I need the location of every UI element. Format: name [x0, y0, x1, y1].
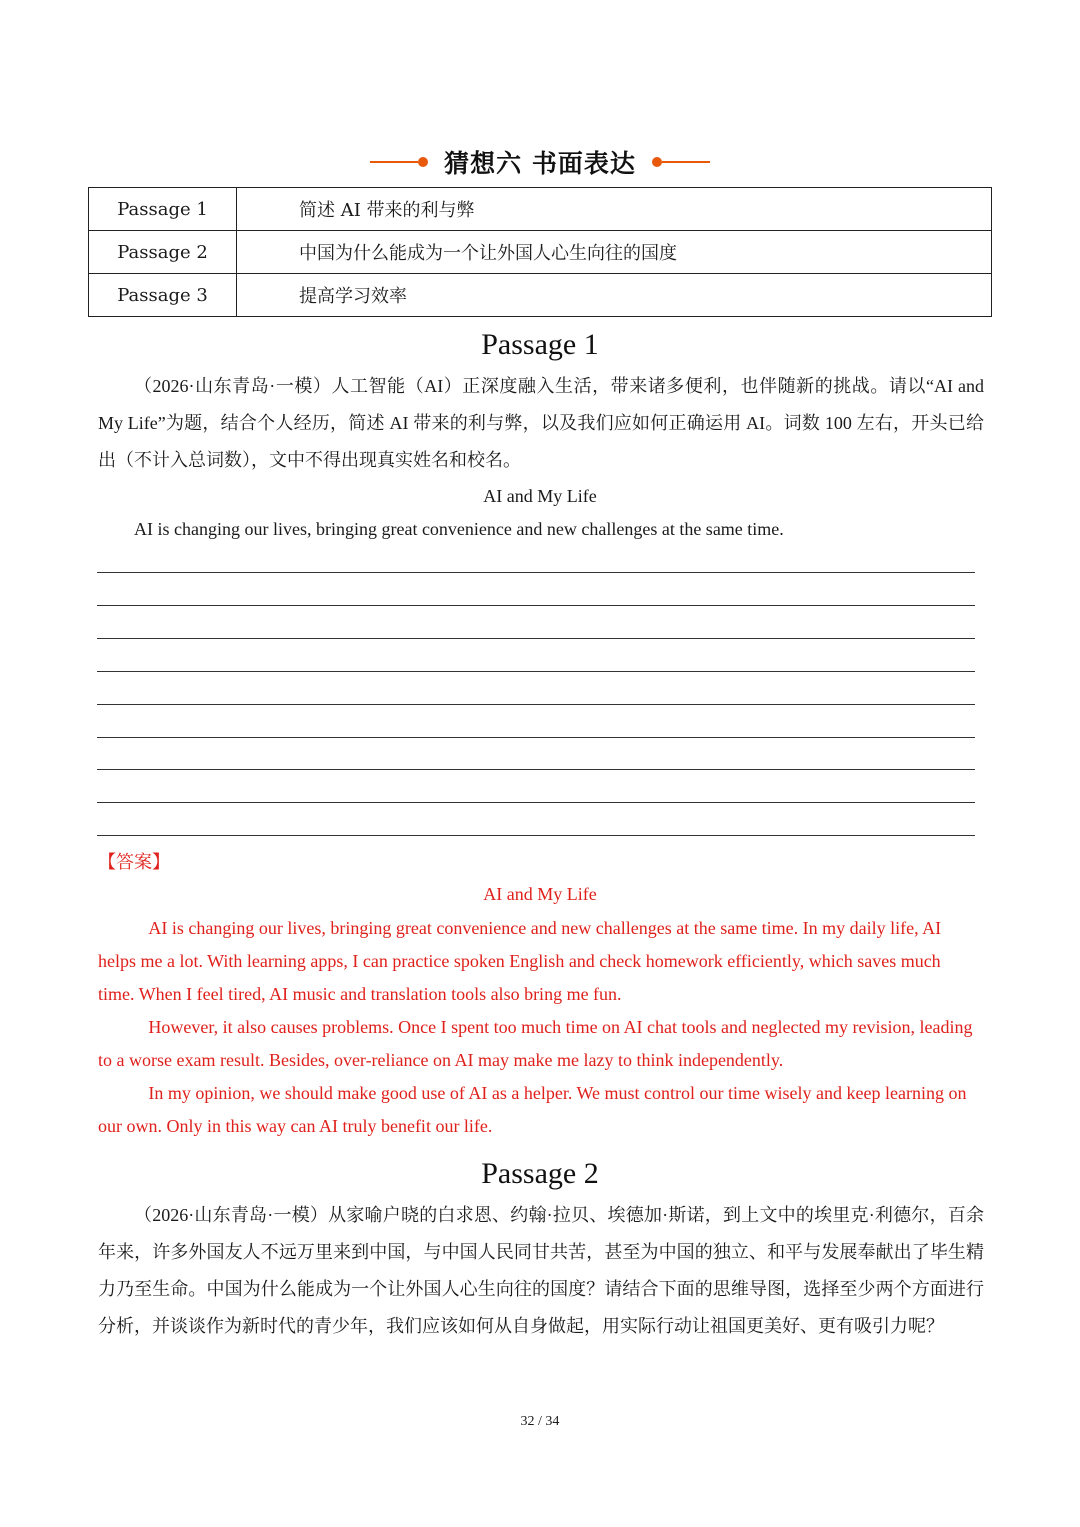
section-header	[0, 140, 1080, 184]
writing-line	[97, 835, 975, 836]
decoration-dot	[652, 157, 662, 167]
writing-line	[97, 671, 975, 672]
writing-line	[97, 704, 975, 705]
passage-topic: 中国为什么能成为一个让外国人心生向往的国度	[237, 231, 992, 274]
page-number: 32 / 34	[520, 1414, 560, 1429]
writing-line	[97, 638, 975, 639]
passage-topic: 提高学习效率	[237, 274, 992, 317]
passage1-prompt: （2026·山东青岛·一模）人工智能（AI）正深度融入生活，带来诸多便利，也伴随新的挑战。请以“AI and My Life”为题，结合个人经历，简述 AI 带来的利与弊，以及我们应如何正确运用 AI。词数 100 左右，开头已给出（不计入总词数），文中不得出现真实姓名和校名。	[98, 376, 984, 470]
topics-table	[88, 187, 992, 317]
writing-line	[97, 737, 975, 738]
writing-line	[97, 605, 975, 606]
essay-title: AI and My Life	[483, 486, 597, 506]
passage-label: Passage 2	[89, 231, 237, 274]
answer-title: AI and My Life	[483, 884, 597, 904]
header-left-decoration	[370, 157, 428, 167]
decoration-line	[662, 161, 710, 163]
table-row	[89, 188, 992, 231]
answer-paragraph: In my opinion, we should make good use of AI as a helper. We must control our time wisely and keep learning on our own. Only in this way can AI truly benefit our life.	[98, 1083, 967, 1136]
writing-line	[97, 769, 975, 770]
passage1-heading: Passage 1	[481, 328, 599, 361]
answer-paragraph: AI is changing our lives, bringing great convenience and new challenges at the same time. In my daily life, AI helps me a lot. With learning apps, I can practice spoken English and check homework efficiently, which saves much time. When I feel tired, AI music and translation tools also bring me fun.	[98, 918, 942, 1004]
writing-line	[97, 802, 975, 803]
essay-opening: AI is changing our lives, bringing great convenience and new challenges at the same time.	[134, 519, 784, 539]
passage-label: Passage 3	[89, 274, 237, 317]
passage2-heading: Passage 2	[481, 1157, 599, 1190]
answer-paragraph: However, it also causes problems. Once I spent too much time on AI chat tools and neglected my revision, leading to a worse exam result. Besides, over-reliance on AI may make me lazy to think independently.	[98, 1017, 973, 1070]
passage-label: Passage 1	[89, 188, 237, 231]
passage2-prompt: （2026·山东青岛·一模）从家喻户晓的白求恩、约翰·拉贝、埃德加·斯诺，到上文中的埃里克·利德尔，百余年来，许多外国友人不远万里来到中国，与中国人民同甘共苦，甚至为中国的独立、和平与发展奉献出了毕生精力乃至生命。中国为什么能成为一个让外国人心生向往的国度？请结合下面的思维导图，选择至少两个方面进行分析，并谈谈作为新时代的青少年，我们应该如何从自身做起，用实际行动让祖国更美好、更有吸引力呢？	[98, 1205, 984, 1336]
answer-label: 【答案】	[98, 852, 170, 873]
table-row	[89, 274, 992, 317]
table-row	[89, 231, 992, 274]
passage-topic: 简述 AI 带来的利与弊	[237, 188, 992, 231]
section-title: 猜想六 书面表达	[444, 149, 636, 178]
decoration-line	[370, 161, 418, 163]
header-right-decoration	[652, 157, 710, 167]
writing-line	[97, 572, 975, 573]
decoration-dot	[418, 157, 428, 167]
